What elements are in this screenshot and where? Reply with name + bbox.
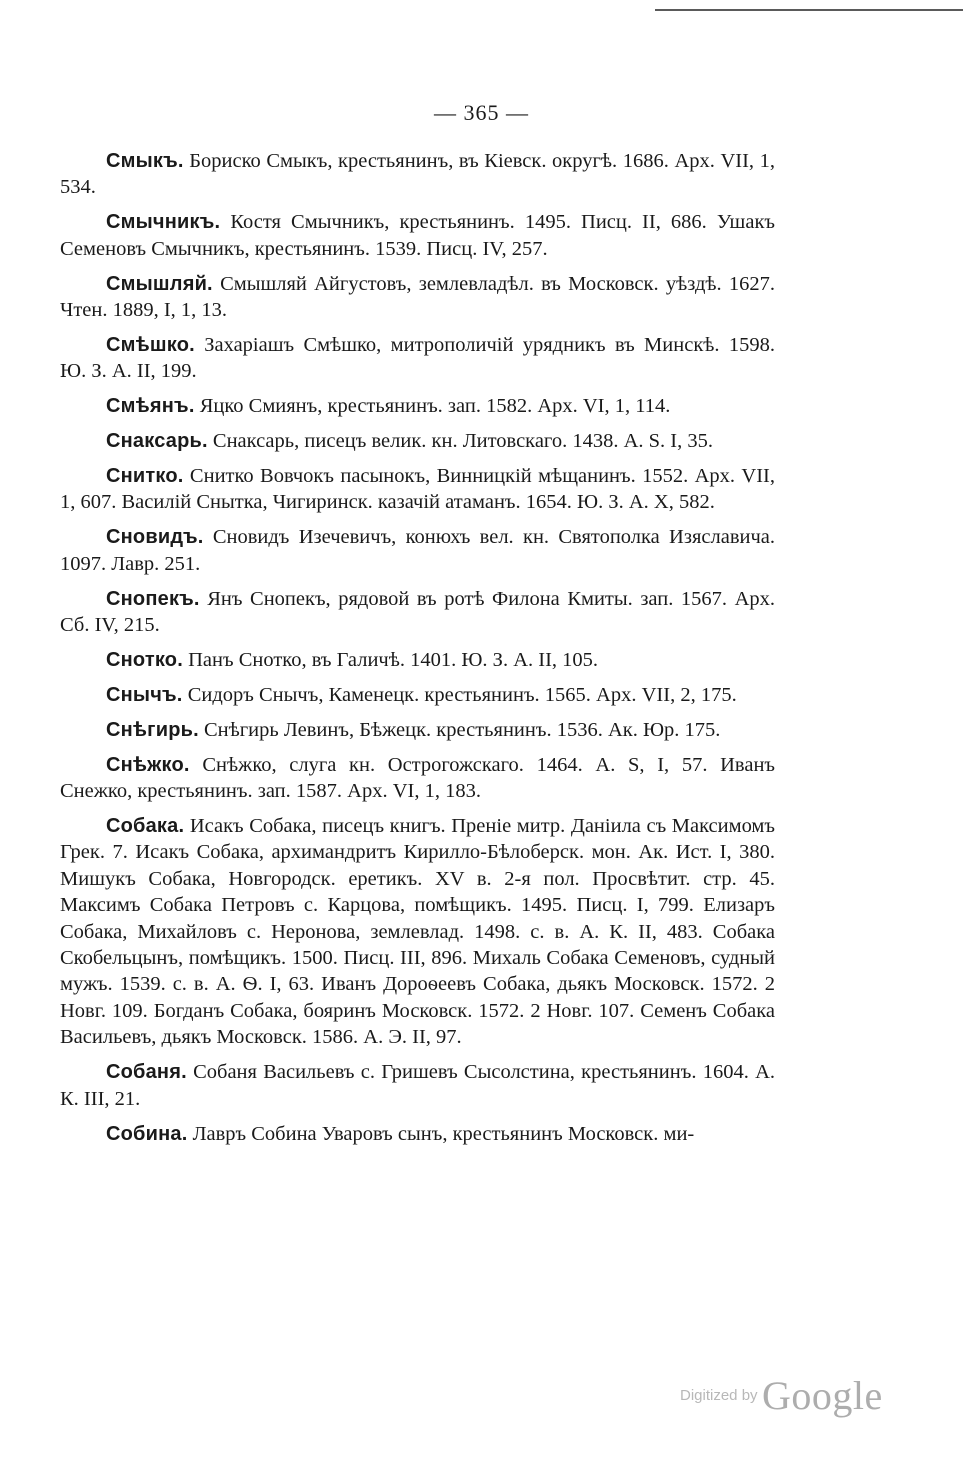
entry-headword: Смыкъ. bbox=[106, 150, 184, 172]
dictionary-entry bbox=[60, 1121, 775, 1147]
entry-text: Сидоръ Снычъ, Каменецк. крестьянинъ. 1565. Арх. VII, 2, 175. bbox=[187, 683, 737, 706]
entry-text: Янъ Снопекъ, рядовой въ ротѣ Филона Кмиты. зап. 1567. Арх. Сб. IV, 215. bbox=[60, 587, 775, 637]
entry-headword: Снитко. bbox=[106, 465, 184, 488]
entry-headword: Снопекъ. bbox=[106, 587, 200, 610]
dictionary-entry bbox=[60, 647, 775, 673]
dictionary-entry bbox=[60, 209, 775, 262]
dictionary-entry bbox=[60, 752, 775, 805]
dictionary-entry bbox=[60, 717, 775, 743]
page-number: — 365 — bbox=[434, 100, 529, 125]
entry-text: Костя Смычникъ, крестьянинъ. 1495. Писц. II, 686. Ушакъ Семеновъ Смычникъ, крестьянинъ. 1539. Писц. IV, 257. bbox=[60, 211, 776, 260]
dictionary-entry bbox=[60, 463, 775, 516]
entry-headword: Собаня. bbox=[106, 1061, 187, 1084]
entry-text: Снѣгирь Левинъ, Бѣжецк. крестьянинъ. 1536. Ак. Юр. 175. bbox=[204, 718, 721, 741]
entry-text: Бориско Смыкъ, крестьянинъ, въ Кіевск. округѣ. 1686. Арх. VII, 1, 534. bbox=[60, 150, 775, 199]
entry-headword: Смѣшко. bbox=[106, 333, 195, 356]
top-rule bbox=[655, 9, 963, 11]
digitized-watermark bbox=[680, 1372, 883, 1419]
entry-headword: Собина. bbox=[106, 1122, 188, 1145]
entry-headword: Смѣянъ. bbox=[106, 395, 195, 418]
entry-text: Снитко Вовчокъ пасынокъ, Винницкій мѣщанинъ. 1552. Арх. VII, 1, 607. Василій Снытка, Чигиринск. казачій атаманъ. 1654. Ю. З. А. X, 582. bbox=[60, 465, 775, 514]
entry-text: Панъ Снотко, въ Галичѣ. 1401. Ю. З. А. II, 105. bbox=[188, 649, 599, 671]
dictionary-entry bbox=[60, 1059, 775, 1112]
entry-text: Снѣжко, слуга кн. Острогожскаго. 1464. A. S, I, 57. Иванъ Снежко, крестьянинъ. зап. 1587. Арх. VI, 1, 183. bbox=[60, 753, 776, 803]
google-logo: Google bbox=[762, 1373, 883, 1418]
entry-headword: Снаксарь. bbox=[106, 430, 208, 453]
dictionary-entry bbox=[60, 271, 775, 324]
entry-headword: Собака. bbox=[106, 815, 185, 838]
entry-text: Лавръ Собина Уваровъ сынъ, крестьянинъ Московск. ми- bbox=[192, 1122, 695, 1145]
entry-headword: Снѣгирь. bbox=[106, 718, 199, 741]
entry-headword: Смышляй. bbox=[106, 272, 213, 295]
entry-text: Захаріашъ Смѣшко, митрополичій урядникъ въ Минскѣ. 1598. Ю. З. А. II, 199. bbox=[60, 333, 775, 383]
dictionary-entry bbox=[60, 428, 775, 454]
dictionary-entry bbox=[60, 586, 775, 639]
watermark-prefix: Digitized by bbox=[680, 1387, 758, 1404]
entry-headword: Сновидъ. bbox=[106, 526, 204, 549]
entry-headword: Снотко. bbox=[106, 649, 183, 671]
dictionary-entries bbox=[60, 148, 775, 1155]
entry-text: Собаня Васильевъ с. Гришевъ Сысолстина, крестьянинъ. 1604. А. К. III, 21. bbox=[60, 1061, 776, 1110]
entry-text: Сновидъ Изечевичъ, конюхъ вел. кн. Святополка Изяславича. 1097. Лавр. 251. bbox=[60, 526, 776, 575]
entry-headword: Снѣжко. bbox=[106, 753, 190, 776]
entry-text: Яцко Смиянъ, крестьянинъ. зап. 1582. Арх. VI, 1, 114. bbox=[199, 395, 671, 418]
dictionary-entry bbox=[60, 393, 775, 419]
dictionary-entry bbox=[60, 524, 775, 577]
entry-text: Исакъ Собака, писецъ книгъ. Преніе митр. Даніила съ Максимомъ Грек. 7. Исакъ Собака, архимандритъ Кирилло-Бѣлоберск. мон. Ак. Ист. I, 380. Мишукъ Собака, Новгородск. еретикъ. XV в. 2-я пол. Просвѣтит. стр. 45. Максимъ Собака Петровъ с. Карцова, помѣщикъ. 1495. Писц. I, 799. Елизаръ Собака, Михайловъ с. Неронова, землевлад. 1498. с. в. А. К. II, 483. Собака Скобельцынъ, помѣщикъ. 1500. Писц. III, 896. Михаль Собака Семеновъ, судный мужъ. 1539. с. в. А. Ѳ. I, 63. Иванъ Дороѳеевъ Собака, дьякъ Московск. 1572. 2 Новг. 109. Богданъ Собака, бояринъ Московск. 1572. 2 Новг. 107. Семенъ Собака Васильевъ, дьякъ Московск. 1586. А. Э. II, 97. bbox=[60, 815, 776, 1049]
dictionary-entry bbox=[60, 682, 775, 708]
dictionary-entry bbox=[60, 332, 775, 385]
entry-text: Смышляй Айгустовъ, землевладѣл. въ Московск. уѣздѣ. 1627. Чтен. 1889, I, 1, 13. bbox=[60, 272, 775, 322]
dictionary-entry bbox=[60, 813, 775, 1051]
entry-headword: Смычникъ. bbox=[106, 211, 221, 234]
entry-text: Снаксарь, писецъ велик. кн. Литовскаго. 1438. A. S. I, 35. bbox=[212, 430, 713, 453]
entry-headword: Снычъ. bbox=[106, 683, 183, 706]
dictionary-entry bbox=[60, 148, 775, 201]
